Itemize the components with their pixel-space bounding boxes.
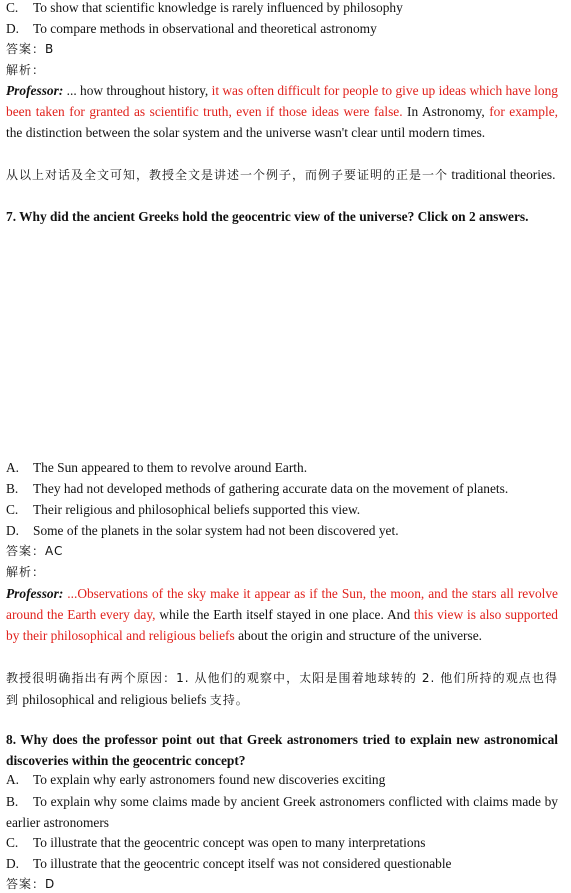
- option-a: A. To explain why early astronomers found new discoveries exciting: [6, 772, 386, 787]
- chinese-explanation: 教授很明确指出有两个原因：1. 从他们的观察中，太阳是围着地球转的 2. 他们所持的观点也得到 philosophical and religious beliefs 支持。: [6, 671, 558, 707]
- option-c: C. To show that scientific knowledge is rarely influenced by philosophy: [6, 0, 403, 15]
- answer-label: 答案：B: [6, 42, 55, 56]
- question-7: 7. Why did the ancient Greeks hold the geocentric view of the universe? Click on 2 answers.: [6, 209, 529, 224]
- option-c: C. To illustrate that the geocentric concept was open to many interpretations: [6, 835, 426, 850]
- option-b: B. To explain why some claims made by ancient Greek astronomers conflicted with claims made by earlier astronomers: [6, 794, 558, 830]
- option-c: C. Their religious and philosophical beliefs supported this view.: [6, 502, 361, 517]
- analysis-label: 解析：: [6, 63, 46, 77]
- professor-quote: Professor: ...Observations of the sky make it appear as if the Sun, the moon, and the stars all revolve around the Earth every day, while the Earth itself stayed in one place. And this view is also supported by their philosophical and religious beliefs about the origin and structure of the universe.: [6, 586, 558, 643]
- answer-label: 答案：D: [6, 877, 56, 891]
- answer-label: 答案：AC: [6, 544, 64, 558]
- option-a: A. The Sun appeared to them to revolve around Earth.: [6, 460, 308, 475]
- professor-quote: Professor: ... how throughout history, it was often difficult for people to give up ideas which have long been taken for granted as scientific truth, even if those ideas were false. In Astronomy, for example, the distinction between the solar system and the universe wasn't clear until modern times.: [6, 83, 558, 140]
- chinese-explanation: 从以上对话及全文可知，教授全文是讲述一个例子，而例子要证明的正是一个 traditional theories.: [6, 167, 556, 182]
- analysis-label: 解析：: [6, 565, 46, 579]
- option-d: D. To compare methods in observational and theoretical astronomy: [6, 21, 377, 36]
- option-d: D. Some of the planets in the solar system had not been discovered yet.: [6, 523, 399, 538]
- option-b: B. They had not developed methods of gathering accurate data on the movement of planets.: [6, 481, 509, 496]
- question-8: 8. Why does the professor point out that Greek astronomers tried to explain new astronomical discoveries within the geocentric concept?: [6, 732, 558, 768]
- option-d: D. To illustrate that the geocentric concept itself was not considered questionable: [6, 856, 452, 871]
